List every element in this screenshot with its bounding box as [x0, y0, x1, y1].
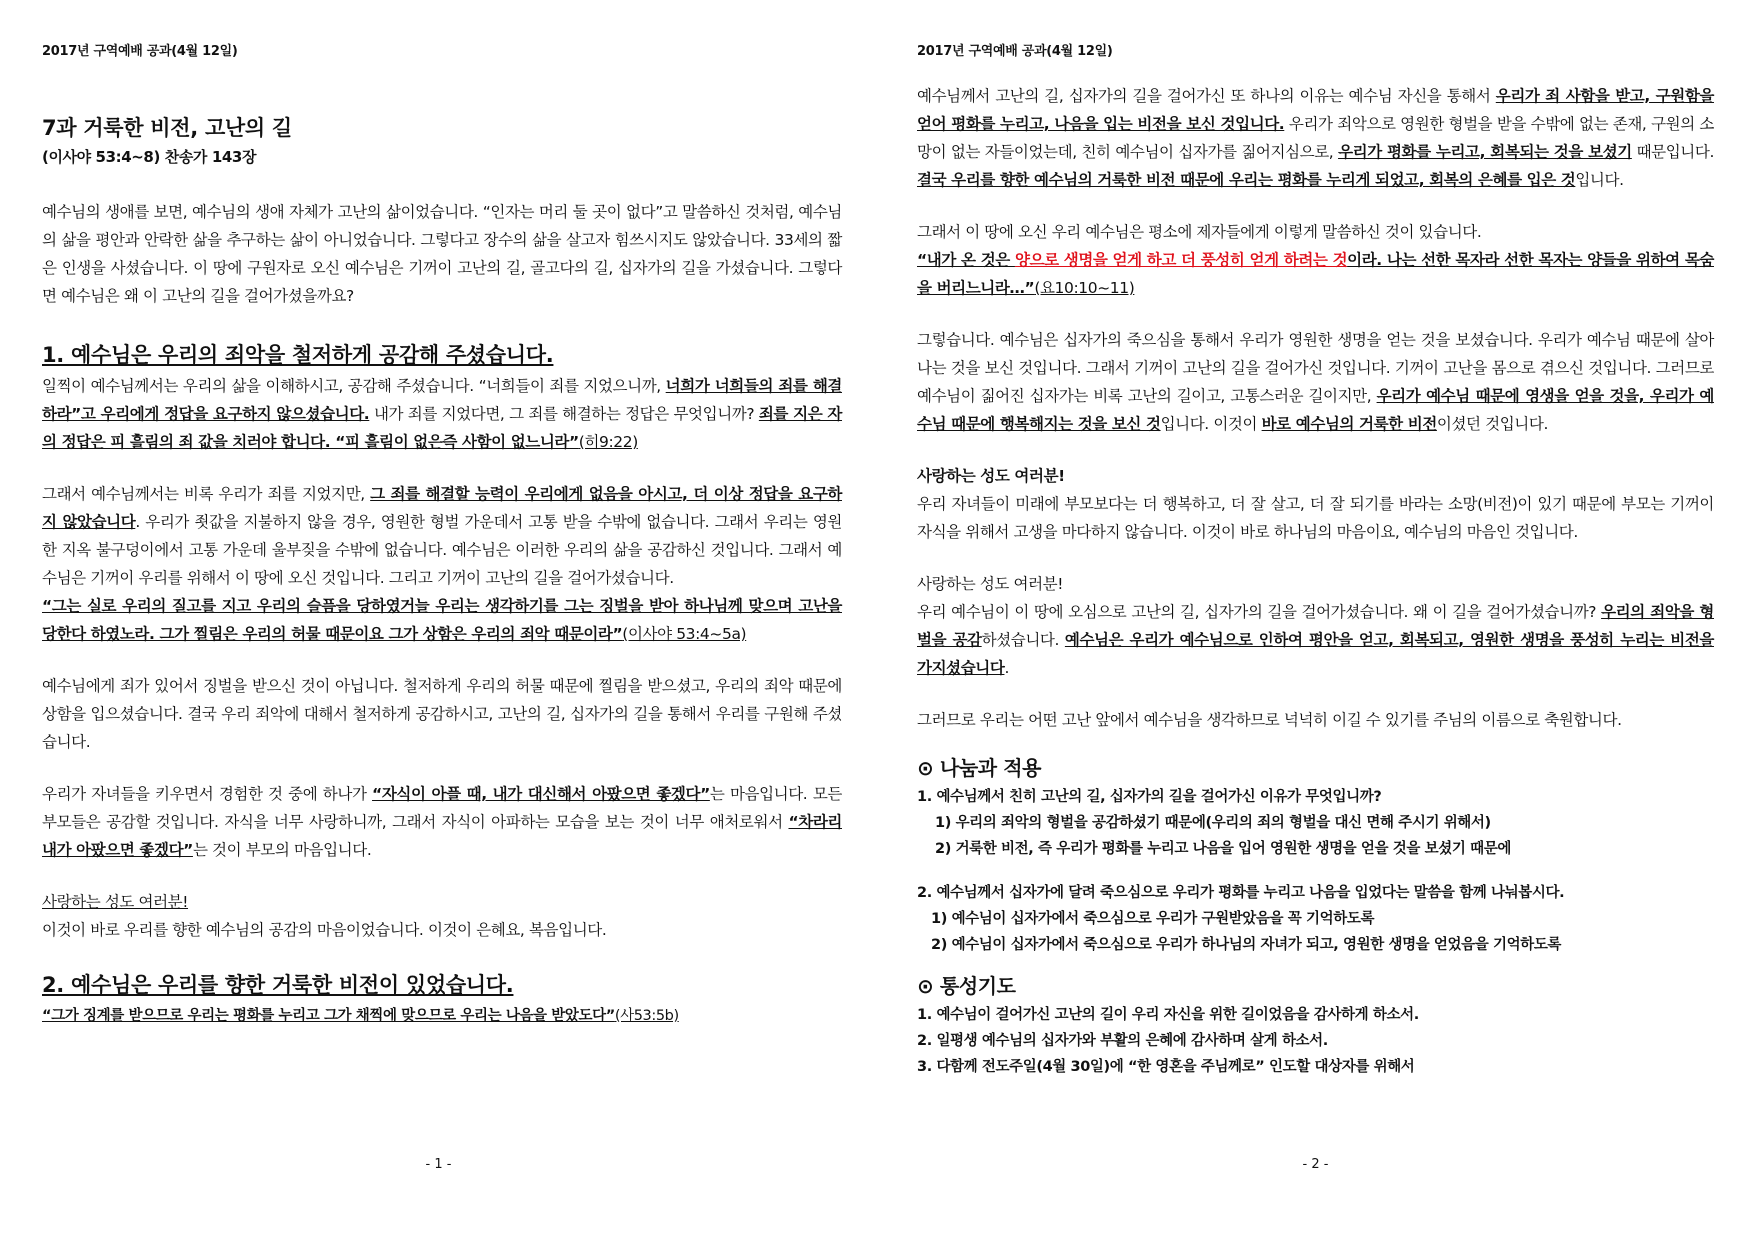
text-run: 입니다. — [1575, 171, 1624, 189]
text-run: 때문입니다. — [1631, 143, 1714, 161]
text-run: . — [1004, 659, 1009, 677]
answer-2-2: 2) 예수님이 십자가에서 죽으심으로 우리가 하나님의 자녀가 되고, 영원한 생명을 얻었음을 기억하도록 — [931, 937, 1562, 953]
right-scripture-quote — [917, 246, 1714, 302]
right-paragraph-5: 우리 자녀들이 미래에 부모보다는 더 행복하고, 더 잘 살고, 더 잘 되기를 바라는 소망(비전)이 있기 때문에 부모는 기꺼이 자식을 위해서 고생을 마다하지 않습니다. 이것이 바로 하나님의 마음이요, 예수님의 마음인 것입니다. — [917, 495, 1714, 541]
text-run: 는 것이 부모의 마음입니다. — [192, 841, 372, 859]
section-1-heading: 1. 예수님은 우리의 죄악을 철저하게 공감해 주셨습니다. — [42, 343, 554, 367]
text-run: 그래서 예수님께서는 비록 우리가 죄를 지었지만, — [42, 485, 371, 503]
answer-1-2: 2) 거룩한 비전, 즉 우리가 평화를 누리고 나음을 입어 영원한 생명을 얻을 것을 보셨기 때문에 — [935, 841, 1511, 857]
greeting-text: 사랑하는 성도 여러분! — [917, 467, 1065, 485]
emphasis-text: 이라. 나는 선한 목자라 선한 목자는 양들을 위하여 목숨을 버리느니라…” — [917, 251, 1714, 297]
text-run: 는 마음입니다. 모든 부모들은 공감할 것입니다. 자식을 너무 사랑하니까, 그래서 자식이 아파하는 모습을 보는 것이 너무 애처로워서 — [42, 785, 842, 831]
question-1: 1. 예수님께서 친히 고난의 길, 십자가의 길을 걸어가신 이유가 무엇입니까? — [917, 789, 1382, 805]
page-1-content — [42, 112, 842, 1030]
right-paragraph-7: 그러므로 우리는 어떤 고난 앞에서 예수님을 생각하므로 넉넉히 이길 수 있기를 주님의 이름으로 축원합니다. — [917, 711, 1622, 729]
emphasis-text: 예수님은 우리가 예수님으로 인하여 평안을 얻고, 회복되고, 영원한 생명을 풍성히 누리는 비전을 가지셨습니다 — [917, 631, 1714, 677]
text-run: 입니다. 이것이 — [1160, 415, 1262, 433]
emphasis-text: 너희가 너희들의 죄를 해결하라”고 우리에게 정답을 요구하지 않으셨습니다. — [42, 377, 842, 423]
page-number: - 2 - — [1302, 1157, 1329, 1172]
bible-reference: (히9:22) — [578, 433, 638, 451]
section-2-heading: 2. 예수님은 우리를 향한 거룩한 비전이 있었습니다. — [42, 973, 514, 997]
emphasis-text: 죄를 지은 자의 정답은 피 흘림의 죄 값을 치러야 합니다. “피 흘림이 없은즉 사함이 없느니라” — [42, 405, 843, 451]
emphasis-text: 결국 우리를 향한 예수님의 거룩한 비전 때문에 우리는 평화를 누리게 되었고, 회복의 은혜를 입은 것 — [917, 171, 1576, 189]
text-run: 이셨던 것입니다. — [1436, 415, 1548, 433]
sec1-paragraph-4: 예수님에게 죄가 있어서 징벌을 받으신 것이 아닙니다. 철저하게 우리의 허물 때문에 찔림을 받으셨고, 우리의 죄악 때문에 상함을 입으셨습니다. 결국 우리 죄악에 대해서 철저하게 공감하시고, 고난의 길, 십자가의 길을 통해서 우리를 구원해 주셨습니다. — [42, 677, 842, 751]
emphasis-text: 바로 예수님의 거룩한 비전 — [1261, 415, 1437, 433]
right-paragraph-4 — [917, 326, 1714, 438]
sec1-scripture-quote — [42, 592, 842, 648]
emphasis-text: 우리의 죄악을 형벌을 공감 — [917, 603, 1714, 649]
text-run: 우리 예수님이 이 땅에 오심으로 고난의 길, 십자가의 길을 걸어가셨습니다. 왜 이 길을 걸어가셨습니까? — [917, 603, 1602, 621]
intro-paragraph: 예수님의 생애를 보면, 예수님의 생애 자체가 고난의 삶이었습니다. “인자는 머리 둘 곳이 없다”고 말씀하신 것처럼, 예수님의 삶을 평안과 안락한 삶을 추구하는 삶이 아니었습니다. 그렇다고 장수의 삶을 살고자 힘쓰시지도 않았습니다. 33세의 짧은 인생을 사셨습니다. 이 땅에 구원자로 오신 예수님은 기꺼이 고난의 길, 골고다의 길, 십자가의 길을 가셨습니다. 그렇다면 예수님은 왜 이 고난의 길을 걸어가셨을까요? — [42, 203, 842, 305]
emphasis-text: 우리가 죄 사함을 받고, 구원함을 얻어 평화를 누리고, 나음을 입는 비전을 보신 것입니다. — [917, 87, 1714, 133]
prayer-item-3: 3. 다함께 전도주일(4월 30일)에 “한 영혼을 주님께로” 인도할 대상자를 위해서 — [917, 1059, 1415, 1075]
right-paragraph-2: 그래서 이 땅에 오신 우리 예수님은 평소에 제자들에게 이렇게 말씀하신 것이 있습니다. — [917, 223, 1482, 241]
bible-reference: (사53:5b) — [614, 1008, 679, 1024]
text-run: 내가 죄를 지었다면, 그 죄를 해결하는 정답은 무엇입니까? — [369, 405, 759, 423]
emphasis-text: “내가 온 것은 — [917, 251, 1015, 269]
bible-reference: (요10:10~11) — [1034, 279, 1135, 297]
answer-2-1: 1) 예수님이 십자가에서 죽으심으로 우리가 구원받았음을 꼭 기억하도록 — [931, 911, 1375, 927]
text-run: 예수님께서 고난의 길, 십자가의 길을 걸어가신 또 하나의 이유는 예수님 자신을 통해서 — [917, 87, 1496, 105]
text-run: 우리가 자녀들을 키우면서 경험한 것 중에 하나가 — [42, 785, 373, 803]
emphasis-text: “그는 실로 우리의 질고를 지고 우리의 슬픔을 당하였거늘 우리는 생각하기를 그는 징벌을 받아 하나님께 맞으며 고난을 당한다 하였노라. 그가 찔림은 우리의 허물 때문이요 그가 상함은 우리의 죄악 때문이라” — [42, 597, 842, 643]
greeting-text: 사랑하는 성도 여러분! — [917, 575, 1064, 593]
prayer-item-2: 2. 일평생 예수님의 십자가와 부활의 은혜에 감사하며 살게 하소서. — [917, 1033, 1328, 1049]
text-run: . 우리가 죗값을 지불하지 않을 경우, 영원한 형벌 가운데서 고통 받을 수밖에 없습니다. 그래서 우리는 영원한 지옥 불구덩이에서 고통 가운데 울부짖을 수밖에 없습니다. 예수님은 이러한 우리의 삶을 공감하신 것입니다. 그래서 예수님은 기꺼이 우리를 위해서 이 땅에 오신 것입니다. 그리고 기꺼이 고난의 길을 걸어가셨습니다. — [42, 513, 842, 587]
question-2: 2. 예수님께서 십자가에 달려 죽으심으로 우리가 평화를 누리고 나음을 입었다는 말씀을 함께 나눠봅시다. — [917, 885, 1565, 901]
sharing-section-title: ⊙ 나눔과 적용 — [917, 756, 1042, 780]
greeting-text: 사랑하는 성도 여러분! — [42, 893, 189, 911]
bible-reference: (이사야 53:4~5a) — [622, 625, 747, 643]
prayer-section-title: ⊙ 통성기도 — [917, 974, 1016, 998]
page-2 — [877, 0, 1754, 1240]
answer-1-1: 1) 우리의 죄악의 형벌을 공감하셨기 때문에(우리의 죄의 형벌을 대신 면해 주시기 위해서) — [935, 815, 1491, 831]
page-header: 2017년 구역예배 공과(4월 12일) — [917, 44, 1113, 59]
right-paragraph-6 — [917, 598, 1714, 682]
emphasis-text: 우리가 예수님 때문에 영생을 얻을 것을, 우리가 예수님 때문에 행복해지는 것을 보신 것 — [917, 387, 1714, 433]
page-number: - 1 - — [425, 1157, 452, 1172]
page-header: 2017년 구역예배 공과(4월 12일) — [42, 44, 238, 59]
lesson-title: 7과 거룩한 비전, 고난의 길 — [42, 116, 292, 140]
emphasis-text: “차라리 내가 아팠으면 좋겠다” — [42, 813, 842, 859]
sec1-paragraph-2 — [42, 480, 842, 592]
page-2-content — [917, 82, 1714, 1080]
emphasis-text: 우리가 평화를 누리고, 회복되는 것을 보셨기 — [1338, 143, 1632, 161]
emphasis-text: “자식이 아플 때, 내가 대신해서 아팠으면 좋겠다” — [372, 785, 710, 803]
emphasis-text: “그가 징계를 받으므로 우리는 평화를 누리고 그가 채찍에 맞으므로 우리는 나음을 받았도다” — [42, 1008, 615, 1024]
right-paragraph-1 — [917, 82, 1714, 194]
text-run: 그렇습니다. 예수님은 십자가의 죽으심을 통해서 우리가 영원한 생명을 얻는 것을 보셨습니다. 우리가 예수님 때문에 살아나는 것을 보신 것입니다. 그래서 기꺼이 고난의 길을 걸어가신 것입니다. 기꺼이 고난을 몸으로 겪으신 것입니다. 그러므로 예수님이 짊어진 십자가는 비록 고난의 길이고, 고통스러운 길이지만, — [917, 331, 1714, 405]
text-run: 우리가 죄악으로 영원한 형벌을 받을 수밖에 없는 존재, 구원의 소망이 없는 자들이었는데, 친히 예수님이 십자가를 짊어지심으로, — [917, 115, 1714, 161]
text-run: 하셨습니다. — [981, 631, 1065, 649]
prayer-item-1: 1. 예수님이 걸어가신 고난의 길이 우리 자신을 위한 길이었음을 감사하게 하소서. — [917, 1007, 1419, 1023]
emphasis-text: 그 죄를 해결할 능력이 우리에게 없음을 아시고, 더 이상 정답을 요구하지 않았습니다 — [42, 485, 842, 531]
lesson-subtitle: (이사야 53:4~8) 찬송가 143장 — [42, 148, 257, 166]
sec1-paragraph-5 — [42, 780, 842, 864]
sec1-paragraph-6: 이것이 바로 우리를 향한 예수님의 공감의 마음이었습니다. 이것이 은혜요, 복음입니다. — [42, 921, 607, 939]
red-emphasis-text: 양으로 생명을 얻게 하고 더 풍성히 얻게 하려는 것 — [1014, 251, 1348, 269]
sec1-paragraph-1 — [42, 372, 842, 456]
text-run: 일찍이 예수님께서는 우리의 삶을 이해하시고, 공감해 주셨습니다. “너희들이 죄를 지었으니까, — [42, 377, 666, 395]
sec2-scripture-quote — [42, 1002, 842, 1030]
